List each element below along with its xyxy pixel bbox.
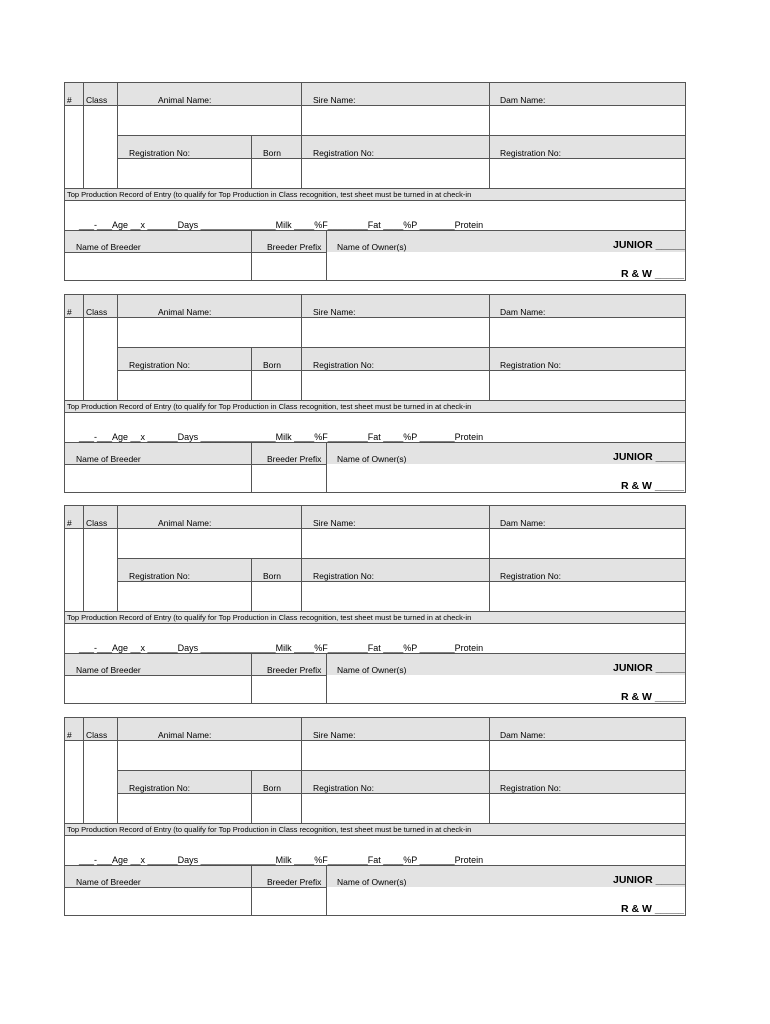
top-production-note: Top Production Record of Entry (to qualify for Top Production in Class recognition, test sheet must be turned in at check-in [67,613,472,622]
registration-row-shade [117,558,685,581]
class-label: Class [86,518,108,528]
production-record-line: ___-___Age __x ______Days _______________Milk ____%F________Fat ____%P _______Protein [79,855,484,865]
animal-name-label: Animal Name: [158,95,212,105]
number-label: # [67,730,72,740]
class-label: Class [86,95,108,105]
junior-label: JUNIOR _____ [613,874,685,886]
entry-block-3 [64,505,686,704]
rw-label: R & W _____ [621,691,685,703]
dam-registration-no-label: Registration No: [500,783,561,793]
dam-name-label: Dam Name: [500,518,546,528]
number-label: # [67,95,72,105]
breeder-prefix-label: Breeder Prefix [267,665,322,675]
number-label: # [67,518,72,528]
sire-registration-no-label: Registration No: [313,571,374,581]
class-label: Class [86,730,108,740]
registration-no-label: Registration No: [129,148,190,158]
dam-registration-no-label: Registration No: [500,571,561,581]
name-of-breeder-label: Name of Breeder [76,454,141,464]
name-of-owners-label: Name of Owner(s) [337,242,407,252]
animal-name-label: Animal Name: [158,307,212,317]
entry-block-1 [64,82,686,281]
entry-block-4 [64,717,686,916]
registration-row-shade [117,770,685,793]
rw-label: R & W _____ [621,480,685,492]
name-of-breeder-label: Name of Breeder [76,665,141,675]
dam-name-label: Dam Name: [500,95,546,105]
production-record-line: ___-___Age __x ______Days _______________Milk ____%F________Fat ____%P _______Protein [79,643,484,653]
top-production-note: Top Production Record of Entry (to qualify for Top Production in Class recognition, test sheet must be turned in at check-in [67,402,472,411]
dam-name-label: Dam Name: [500,307,546,317]
entry-block-2 [64,294,686,493]
animal-name-label: Animal Name: [158,518,212,528]
name-of-owners-label: Name of Owner(s) [337,665,407,675]
name-of-owners-label: Name of Owner(s) [337,877,407,887]
sire-name-label: Sire Name: [313,730,356,740]
name-of-breeder-label: Name of Breeder [76,242,141,252]
sire-name-label: Sire Name: [313,518,356,528]
born-label: Born [263,783,281,793]
sire-registration-no-label: Registration No: [313,783,374,793]
dam-name-label: Dam Name: [500,730,546,740]
registration-no-label: Registration No: [129,360,190,370]
top-production-note: Top Production Record of Entry (to qualify for Top Production in Class recognition, test sheet must be turned in at check-in [67,825,472,834]
sire-registration-no-label: Registration No: [313,148,374,158]
breeder-prefix-label: Breeder Prefix [267,454,322,464]
top-production-note: Top Production Record of Entry (to qualify for Top Production in Class recognition, test sheet must be turned in at check-in [67,190,472,199]
production-record-line: ___-___Age __x ______Days _______________Milk ____%F________Fat ____%P _______Protein [79,220,484,230]
born-label: Born [263,148,281,158]
animal-name-label: Animal Name: [158,730,212,740]
class-label: Class [86,307,108,317]
rw-label: R & W _____ [621,903,685,915]
number-label: # [67,307,72,317]
sire-name-label: Sire Name: [313,95,356,105]
born-label: Born [263,360,281,370]
registration-no-label: Registration No: [129,571,190,581]
junior-label: JUNIOR _____ [613,662,685,674]
name-of-owners-label: Name of Owner(s) [337,454,407,464]
name-of-breeder-label: Name of Breeder [76,877,141,887]
junior-label: JUNIOR _____ [613,239,685,251]
born-label: Born [263,571,281,581]
junior-label: JUNIOR _____ [613,451,685,463]
rw-label: R & W _____ [621,268,685,280]
sire-registration-no-label: Registration No: [313,360,374,370]
registration-row-shade [117,135,685,158]
breeder-prefix-label: Breeder Prefix [267,877,322,887]
sire-name-label: Sire Name: [313,307,356,317]
dam-registration-no-label: Registration No: [500,360,561,370]
registration-no-label: Registration No: [129,783,190,793]
breeder-prefix-label: Breeder Prefix [267,242,322,252]
registration-row-shade [117,347,685,370]
dam-registration-no-label: Registration No: [500,148,561,158]
production-record-line: ___-___Age __x ______Days _______________Milk ____%F________Fat ____%P _______Protein [79,432,484,442]
